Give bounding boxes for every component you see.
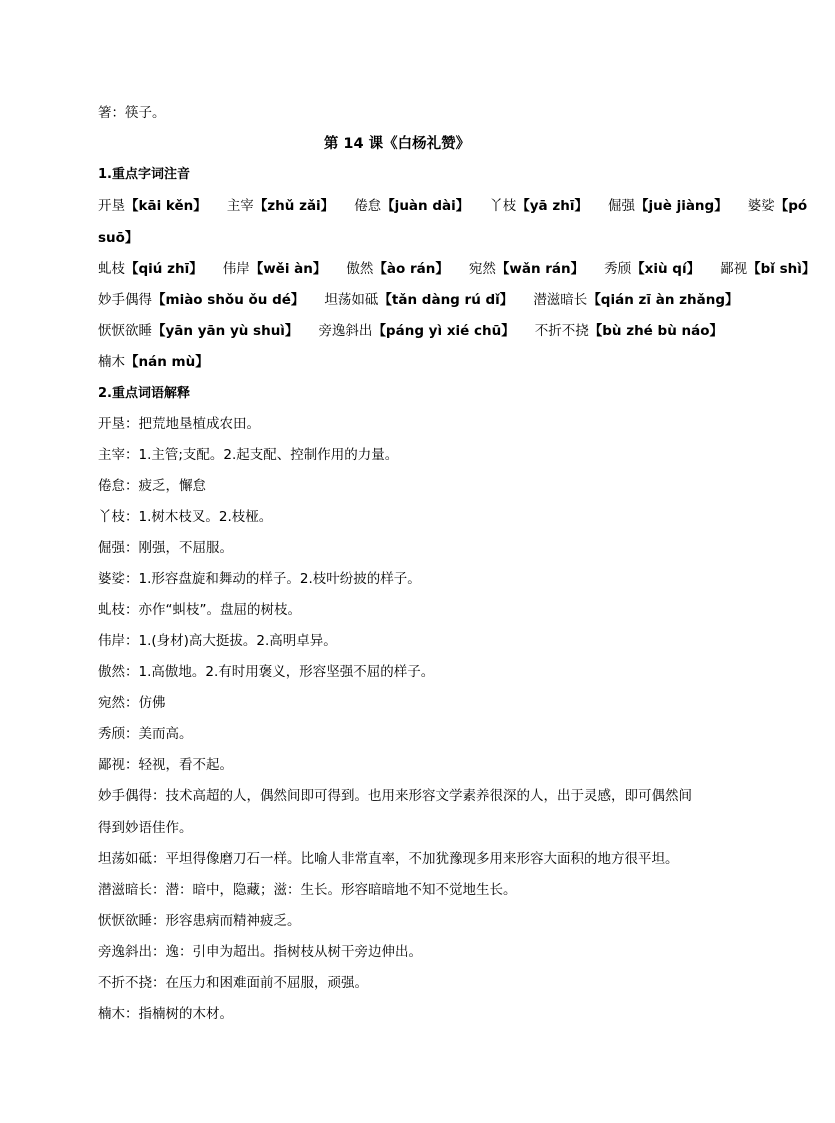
pinyin-entry — [608, 196, 728, 216]
pinyin-reading: 【zhǔ zǎi】 — [253, 198, 335, 214]
pinyin-word: 不折不挠 — [534, 323, 589, 339]
pinyin-entry — [489, 196, 588, 216]
pinyin-word: 傲然 — [346, 261, 374, 277]
pinyin-word: 伟岸 — [222, 261, 250, 277]
pinyin-entry — [98, 228, 138, 248]
definition-line: 坦荡如砥：平坦得像磨刀石一样。比喻人非常直率，不加犹豫现多用来形容大面积的地方很平坦。 — [98, 851, 679, 867]
definition-line: 鄙视：轻视，看不起。 — [98, 757, 233, 773]
pinyin-reading: suō】 — [98, 230, 139, 246]
definition-line: 旁逸斜出：逸：引申为超出。指树枝从树干旁边伸出。 — [98, 944, 422, 960]
definition-line: 潜滋暗长：潜：暗中，隐藏；滋：生长。形容暗暗地不知不觉地生长。 — [98, 882, 517, 898]
pinyin-reading: 【qián zī àn zhǎng】 — [587, 292, 739, 308]
pinyin-entry — [98, 196, 207, 216]
pinyin-entry — [748, 196, 807, 216]
pinyin-entry — [535, 321, 723, 341]
pinyin-reading: 【wǎn rán】 — [495, 261, 585, 277]
pinyin-entry — [533, 290, 738, 310]
pinyin-reading: 【wěi àn】 — [249, 261, 327, 277]
definition-line: 开垦：把荒地垦植成农田。 — [98, 416, 260, 432]
pinyin-entry — [346, 259, 448, 279]
section-heading-pinyin: 1.重点字词注音 — [98, 167, 190, 182]
definition-line: 不折不挠：在压力和困难面前不屈服，顽强。 — [98, 975, 368, 991]
definition-line: 倔强：刚强，不屈服。 — [98, 540, 233, 556]
pinyin-row — [98, 196, 808, 216]
pinyin-word: 宛然 — [468, 261, 496, 277]
pinyin-reading: 【pó — [774, 198, 808, 214]
pinyin-entry — [324, 290, 513, 310]
pinyin-entry — [98, 321, 298, 341]
pinyin-entry — [223, 259, 327, 279]
pinyin-reading: 【tǎn dàng rú dǐ】 — [378, 292, 514, 308]
pinyin-word: 丫枝 — [489, 198, 517, 214]
pinyin-reading: 【bǐ shì】 — [747, 261, 816, 277]
pinyin-entry — [318, 321, 514, 341]
definition-line: 秀颀：美而高。 — [98, 726, 193, 742]
definition-line: 傲然：1.高傲地。2.有时用褒义，形容坚强不屈的样子。 — [98, 664, 435, 680]
lesson-title: 第 14 课《白杨礼赞》 — [323, 136, 471, 152]
pinyin-reading: 【qiú zhī】 — [125, 261, 203, 277]
pinyin-word: 旁逸斜出 — [318, 323, 373, 339]
definition-line: 倦怠：疲乏，懈怠 — [98, 478, 206, 494]
pinyin-row — [98, 228, 734, 248]
pinyin-entry — [98, 259, 203, 279]
pinyin-word: 倦怠 — [354, 198, 382, 214]
pinyin-word: 开垦 — [98, 198, 125, 214]
pinyin-reading: 【bù zhé bù náo】 — [588, 323, 724, 339]
pinyin-word: 倔强 — [607, 198, 635, 214]
pinyin-reading: 【miào shǒu ǒu dé】 — [152, 292, 305, 308]
pinyin-word: 恹恹欲睡 — [98, 323, 152, 339]
definition-line: 恹恹欲睡：形容患病而精神疲乏。 — [98, 913, 301, 929]
pinyin-row — [98, 321, 734, 341]
pinyin-reading: 【páng yì xié chū】 — [372, 323, 515, 339]
pinyin-word: 鄙视 — [720, 261, 748, 277]
pinyin-word: 楠木 — [98, 354, 125, 370]
pinyin-reading: 【juàn dài】 — [381, 198, 470, 214]
pinyin-entry — [98, 352, 209, 372]
pinyin-reading: 【yān yān yù shuì】 — [152, 323, 299, 339]
pinyin-row — [98, 259, 816, 279]
pinyin-reading: 【yā zhī】 — [516, 198, 588, 214]
pinyin-word: 虬枝 — [98, 261, 125, 277]
definition-line: 婆娑：1.形容盘旋和舞动的样子。2.枝叶纷披的样子。 — [98, 571, 421, 587]
pinyin-reading: 【juè jiàng】 — [634, 198, 728, 214]
pinyin-entry — [469, 259, 584, 279]
definition-line: 虬枝：亦作“虯枝”。盘屈的树枝。 — [98, 602, 301, 618]
pinyin-row — [98, 290, 739, 310]
pinyin-entry — [227, 196, 334, 216]
pinyin-reading: 【xiù qí】 — [631, 261, 701, 277]
pinyin-word: 婆娑 — [747, 198, 775, 214]
pinyin-word: 坦荡如砥 — [324, 292, 379, 308]
pinyin-reading: 【kāi kěn】 — [125, 198, 207, 214]
pinyin-word: 潜滋暗长 — [533, 292, 588, 308]
definition-line: 主宰：1.主管;支配。2.起支配、控制作用的力量。 — [98, 447, 399, 463]
definition-line: 宛然：仿佛 — [98, 695, 166, 711]
definition-line: 得到妙语佳作。 — [98, 820, 193, 836]
pinyin-reading: 【nán mù】 — [125, 354, 209, 370]
definition-line: 妙手偶得：技术高超的人，偶然间即可得到。也用来形容文学素养很深的人，出于灵感，即可偶然间 — [98, 788, 692, 804]
section-heading-definitions: 2.重点词语解释 — [98, 386, 190, 401]
pinyin-entry — [604, 259, 700, 279]
definition-line: 伟岸：1.(身材)高大挺拔。2.高明卓异。 — [98, 633, 337, 649]
definition-line: 楠木：指楠树的木材。 — [98, 1006, 233, 1022]
pinyin-entry — [354, 196, 469, 216]
pinyin-reading: 【ào rán】 — [373, 261, 449, 277]
pinyin-word: 主宰 — [226, 198, 254, 214]
pinyin-entry — [720, 259, 815, 279]
pinyin-entry — [98, 290, 304, 310]
pinyin-row — [98, 352, 734, 372]
pinyin-word: 秀颀 — [604, 261, 632, 277]
definition-line: 丫枝：1.树木枝叉。2.枝桠。 — [98, 509, 273, 525]
intro-line: 箸：筷子。 — [98, 105, 166, 121]
pinyin-word: 妙手偶得 — [98, 292, 152, 308]
